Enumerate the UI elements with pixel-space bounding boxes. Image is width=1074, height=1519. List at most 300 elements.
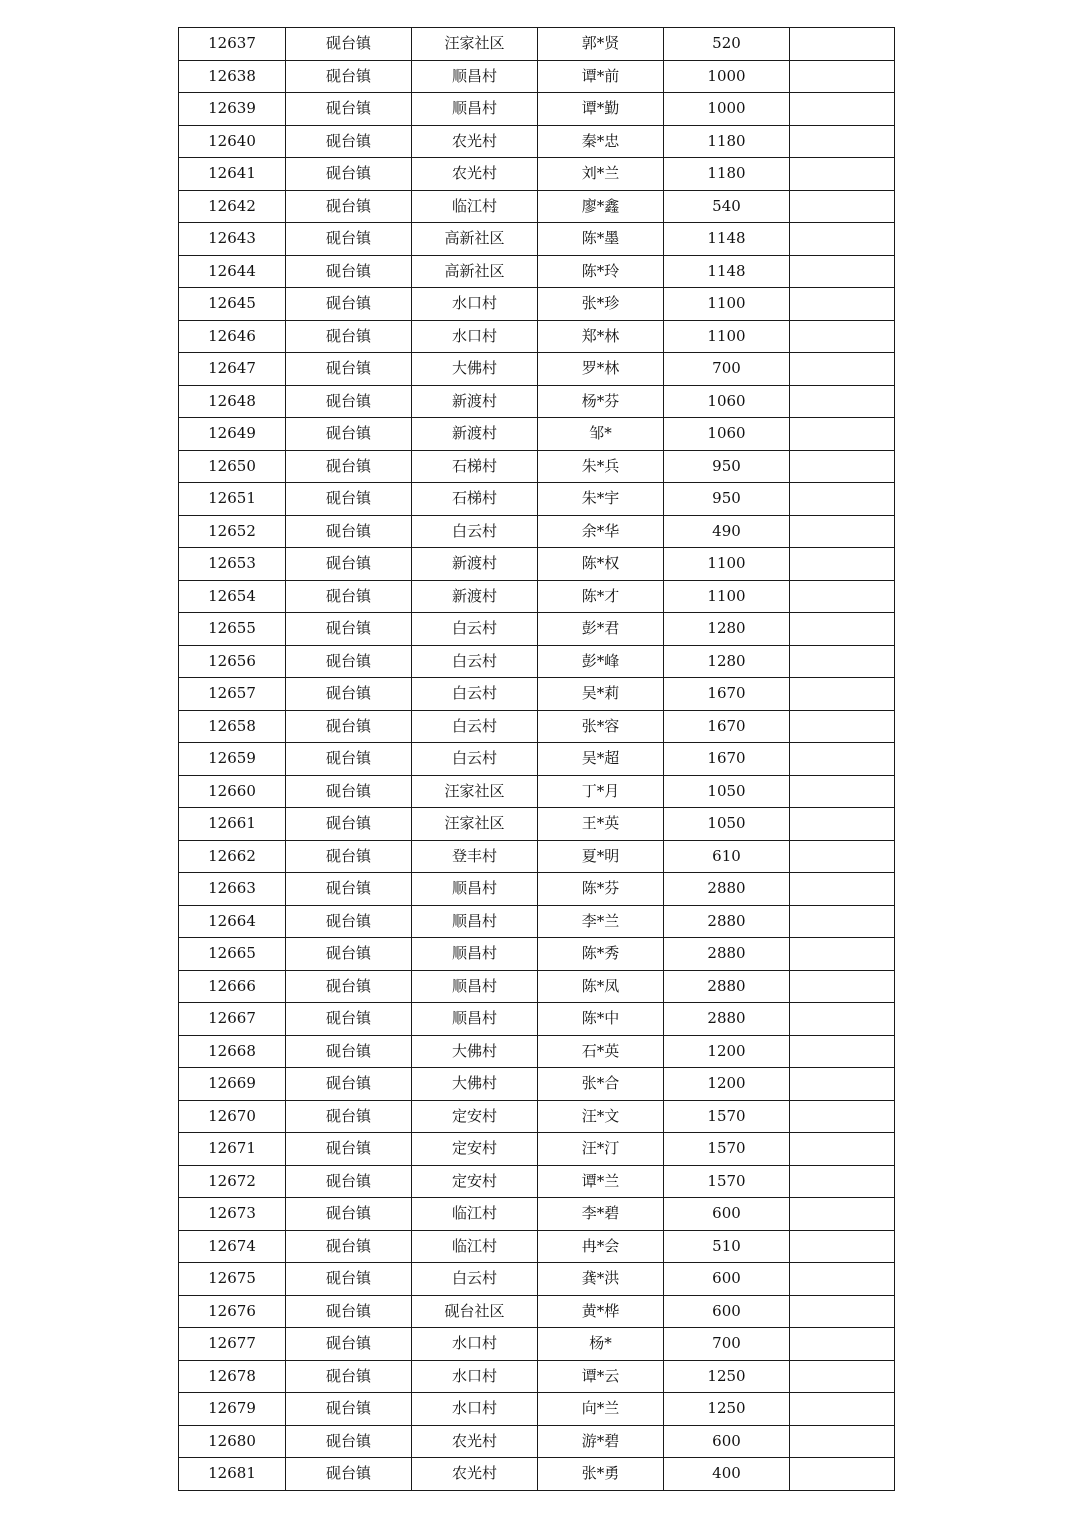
table-row <box>179 125 895 158</box>
town-cell: 砚台镇 <box>286 743 412 776</box>
village-cell: 汪家社区 <box>412 808 538 841</box>
note-cell <box>790 483 895 516</box>
table-row <box>179 1360 895 1393</box>
note-cell <box>790 1003 895 1036</box>
amount-cell: 520 <box>664 28 790 61</box>
table-row <box>179 450 895 483</box>
serial-number-cell: 12672 <box>179 1165 286 1198</box>
serial-number-cell: 12659 <box>179 743 286 776</box>
amount-cell: 1670 <box>664 743 790 776</box>
amount-cell: 2880 <box>664 905 790 938</box>
serial-number-cell: 12663 <box>179 873 286 906</box>
amount-cell: 1280 <box>664 645 790 678</box>
village-cell: 登丰村 <box>412 840 538 873</box>
name-cell: 汪*文 <box>538 1100 664 1133</box>
note-cell <box>790 775 895 808</box>
serial-number-cell: 12675 <box>179 1263 286 1296</box>
amount-cell: 610 <box>664 840 790 873</box>
serial-number-cell: 12665 <box>179 938 286 971</box>
name-cell: 李*兰 <box>538 905 664 938</box>
amount-cell: 1250 <box>664 1360 790 1393</box>
serial-number-cell: 12652 <box>179 515 286 548</box>
name-cell: 朱*兵 <box>538 450 664 483</box>
serial-number-cell: 12655 <box>179 613 286 646</box>
amount-cell: 2880 <box>664 873 790 906</box>
note-cell <box>790 1100 895 1133</box>
amount-cell: 1280 <box>664 613 790 646</box>
town-cell: 砚台镇 <box>286 190 412 223</box>
amount-cell: 600 <box>664 1198 790 1231</box>
town-cell: 砚台镇 <box>286 1133 412 1166</box>
table-row <box>179 808 895 841</box>
town-cell: 砚台镇 <box>286 223 412 256</box>
table-row <box>179 288 895 321</box>
name-cell: 陈*才 <box>538 580 664 613</box>
serial-number-cell: 12637 <box>179 28 286 61</box>
amount-cell: 950 <box>664 483 790 516</box>
amount-cell: 1670 <box>664 710 790 743</box>
note-cell <box>790 1458 895 1491</box>
name-cell: 郑*林 <box>538 320 664 353</box>
serial-number-cell: 12669 <box>179 1068 286 1101</box>
village-cell: 白云村 <box>412 645 538 678</box>
town-cell: 砚台镇 <box>286 1068 412 1101</box>
amount-cell: 1148 <box>664 223 790 256</box>
table-row <box>179 158 895 191</box>
town-cell: 砚台镇 <box>286 775 412 808</box>
town-cell: 砚台镇 <box>286 353 412 386</box>
village-cell: 定安村 <box>412 1100 538 1133</box>
serial-number-cell: 12671 <box>179 1133 286 1166</box>
note-cell <box>790 970 895 1003</box>
amount-cell: 1200 <box>664 1035 790 1068</box>
amount-cell: 1060 <box>664 418 790 451</box>
name-cell: 谭*云 <box>538 1360 664 1393</box>
village-cell: 石梯村 <box>412 450 538 483</box>
note-cell <box>790 873 895 906</box>
name-cell: 邹* <box>538 418 664 451</box>
name-cell: 罗*林 <box>538 353 664 386</box>
name-cell: 张*珍 <box>538 288 664 321</box>
village-cell: 顺昌村 <box>412 970 538 1003</box>
village-cell: 农光村 <box>412 1458 538 1491</box>
town-cell: 砚台镇 <box>286 938 412 971</box>
serial-number-cell: 12657 <box>179 678 286 711</box>
serial-number-cell: 12640 <box>179 125 286 158</box>
amount-cell: 1670 <box>664 678 790 711</box>
town-cell: 砚台镇 <box>286 28 412 61</box>
serial-number-cell: 12653 <box>179 548 286 581</box>
village-cell: 高新社区 <box>412 223 538 256</box>
serial-number-cell: 12639 <box>179 93 286 126</box>
village-cell: 新渡村 <box>412 548 538 581</box>
serial-number-cell: 12664 <box>179 905 286 938</box>
table-row <box>179 1198 895 1231</box>
note-cell <box>790 190 895 223</box>
note-cell <box>790 320 895 353</box>
serial-number-cell: 12656 <box>179 645 286 678</box>
town-cell: 砚台镇 <box>286 385 412 418</box>
serial-number-cell: 12662 <box>179 840 286 873</box>
note-cell <box>790 710 895 743</box>
town-cell: 砚台镇 <box>286 1295 412 1328</box>
village-cell: 临江村 <box>412 190 538 223</box>
town-cell: 砚台镇 <box>286 60 412 93</box>
amount-cell: 600 <box>664 1425 790 1458</box>
amount-cell: 1050 <box>664 808 790 841</box>
town-cell: 砚台镇 <box>286 970 412 1003</box>
town-cell: 砚台镇 <box>286 840 412 873</box>
name-cell: 彭*峰 <box>538 645 664 678</box>
table-row <box>179 873 895 906</box>
amount-cell: 1100 <box>664 580 790 613</box>
table-row <box>179 743 895 776</box>
town-cell: 砚台镇 <box>286 613 412 646</box>
village-cell: 砚台社区 <box>412 1295 538 1328</box>
table-row <box>179 775 895 808</box>
village-cell: 大佛村 <box>412 1068 538 1101</box>
village-cell: 白云村 <box>412 613 538 646</box>
note-cell <box>790 93 895 126</box>
town-cell: 砚台镇 <box>286 873 412 906</box>
table-row <box>179 1393 895 1426</box>
town-cell: 砚台镇 <box>286 1230 412 1263</box>
note-cell <box>790 548 895 581</box>
town-cell: 砚台镇 <box>286 1100 412 1133</box>
table-row <box>179 938 895 971</box>
note-cell <box>790 158 895 191</box>
note-cell <box>790 580 895 613</box>
village-cell: 汪家社区 <box>412 28 538 61</box>
serial-number-cell: 12679 <box>179 1393 286 1426</box>
note-cell <box>790 840 895 873</box>
table-row <box>179 840 895 873</box>
table-row <box>179 353 895 386</box>
note-cell <box>790 613 895 646</box>
amount-cell: 1570 <box>664 1133 790 1166</box>
town-cell: 砚台镇 <box>286 483 412 516</box>
town-cell: 砚台镇 <box>286 1458 412 1491</box>
name-cell: 夏*明 <box>538 840 664 873</box>
name-cell: 向*兰 <box>538 1393 664 1426</box>
town-cell: 砚台镇 <box>286 645 412 678</box>
table-row <box>179 1165 895 1198</box>
village-cell: 定安村 <box>412 1165 538 1198</box>
town-cell: 砚台镇 <box>286 1003 412 1036</box>
town-cell: 砚台镇 <box>286 1328 412 1361</box>
name-cell: 游*碧 <box>538 1425 664 1458</box>
table-row <box>179 1230 895 1263</box>
serial-number-cell: 12648 <box>179 385 286 418</box>
note-cell <box>790 450 895 483</box>
amount-cell: 1250 <box>664 1393 790 1426</box>
note-cell <box>790 288 895 321</box>
amount-cell: 2880 <box>664 970 790 1003</box>
table-row <box>179 223 895 256</box>
amount-cell: 1570 <box>664 1165 790 1198</box>
note-cell <box>790 1328 895 1361</box>
town-cell: 砚台镇 <box>286 1425 412 1458</box>
amount-cell: 400 <box>664 1458 790 1491</box>
name-cell: 杨*芬 <box>538 385 664 418</box>
town-cell: 砚台镇 <box>286 320 412 353</box>
note-cell <box>790 743 895 776</box>
name-cell: 石*英 <box>538 1035 664 1068</box>
town-cell: 砚台镇 <box>286 288 412 321</box>
serial-number-cell: 12677 <box>179 1328 286 1361</box>
town-cell: 砚台镇 <box>286 255 412 288</box>
village-cell: 顺昌村 <box>412 60 538 93</box>
note-cell <box>790 1230 895 1263</box>
name-cell: 陈*芬 <box>538 873 664 906</box>
note-cell <box>790 1198 895 1231</box>
amount-cell: 1570 <box>664 1100 790 1133</box>
village-cell: 顺昌村 <box>412 93 538 126</box>
serial-number-cell: 12658 <box>179 710 286 743</box>
village-cell: 高新社区 <box>412 255 538 288</box>
name-cell: 陈*墨 <box>538 223 664 256</box>
note-cell <box>790 515 895 548</box>
amount-cell: 540 <box>664 190 790 223</box>
serial-number-cell: 12670 <box>179 1100 286 1133</box>
village-cell: 农光村 <box>412 158 538 191</box>
name-cell: 杨* <box>538 1328 664 1361</box>
table-row <box>179 28 895 61</box>
serial-number-cell: 12674 <box>179 1230 286 1263</box>
serial-number-cell: 12643 <box>179 223 286 256</box>
amount-cell: 1000 <box>664 93 790 126</box>
town-cell: 砚台镇 <box>286 1198 412 1231</box>
amount-cell: 490 <box>664 515 790 548</box>
serial-number-cell: 12638 <box>179 60 286 93</box>
serial-number-cell: 12650 <box>179 450 286 483</box>
name-cell: 朱*宇 <box>538 483 664 516</box>
town-cell: 砚台镇 <box>286 1165 412 1198</box>
table-row <box>179 548 895 581</box>
village-cell: 新渡村 <box>412 418 538 451</box>
note-cell <box>790 125 895 158</box>
amount-cell: 1200 <box>664 1068 790 1101</box>
name-cell: 秦*忠 <box>538 125 664 158</box>
amount-cell: 1180 <box>664 125 790 158</box>
amount-cell: 1100 <box>664 288 790 321</box>
name-cell: 余*华 <box>538 515 664 548</box>
name-cell: 王*英 <box>538 808 664 841</box>
town-cell: 砚台镇 <box>286 93 412 126</box>
name-cell: 吴*超 <box>538 743 664 776</box>
table-row <box>179 1133 895 1166</box>
name-cell: 刘*兰 <box>538 158 664 191</box>
serial-number-cell: 12681 <box>179 1458 286 1491</box>
name-cell: 丁*月 <box>538 775 664 808</box>
note-cell <box>790 645 895 678</box>
name-cell: 张*合 <box>538 1068 664 1101</box>
village-cell: 水口村 <box>412 320 538 353</box>
name-cell: 谭*勤 <box>538 93 664 126</box>
serial-number-cell: 12654 <box>179 580 286 613</box>
note-cell <box>790 938 895 971</box>
table-row <box>179 1003 895 1036</box>
name-cell: 郭*贤 <box>538 28 664 61</box>
village-cell: 汪家社区 <box>412 775 538 808</box>
village-cell: 临江村 <box>412 1230 538 1263</box>
serial-number-cell: 12678 <box>179 1360 286 1393</box>
note-cell <box>790 1133 895 1166</box>
village-cell: 白云村 <box>412 515 538 548</box>
amount-cell: 700 <box>664 1328 790 1361</box>
serial-number-cell: 12667 <box>179 1003 286 1036</box>
village-cell: 白云村 <box>412 743 538 776</box>
town-cell: 砚台镇 <box>286 1035 412 1068</box>
note-cell <box>790 678 895 711</box>
village-cell: 大佛村 <box>412 353 538 386</box>
town-cell: 砚台镇 <box>286 158 412 191</box>
table-row <box>179 93 895 126</box>
table-row <box>179 905 895 938</box>
note-cell <box>790 28 895 61</box>
table-row <box>179 418 895 451</box>
table-row <box>179 1328 895 1361</box>
amount-cell: 950 <box>664 450 790 483</box>
town-cell: 砚台镇 <box>286 580 412 613</box>
amount-cell: 1180 <box>664 158 790 191</box>
amount-cell: 700 <box>664 353 790 386</box>
serial-number-cell: 12649 <box>179 418 286 451</box>
name-cell: 龚*洪 <box>538 1263 664 1296</box>
table-row <box>179 970 895 1003</box>
serial-number-cell: 12673 <box>179 1198 286 1231</box>
village-cell: 新渡村 <box>412 580 538 613</box>
table-row <box>179 190 895 223</box>
town-cell: 砚台镇 <box>286 548 412 581</box>
table-row <box>179 320 895 353</box>
table-row <box>179 255 895 288</box>
town-cell: 砚台镇 <box>286 1263 412 1296</box>
town-cell: 砚台镇 <box>286 515 412 548</box>
serial-number-cell: 12661 <box>179 808 286 841</box>
roster-table <box>178 27 895 1491</box>
name-cell: 陈*凤 <box>538 970 664 1003</box>
name-cell: 张*容 <box>538 710 664 743</box>
name-cell: 谭*兰 <box>538 1165 664 1198</box>
village-cell: 白云村 <box>412 678 538 711</box>
town-cell: 砚台镇 <box>286 905 412 938</box>
name-cell: 汪*汀 <box>538 1133 664 1166</box>
village-cell: 石梯村 <box>412 483 538 516</box>
name-cell: 廖*鑫 <box>538 190 664 223</box>
serial-number-cell: 12651 <box>179 483 286 516</box>
serial-number-cell: 12642 <box>179 190 286 223</box>
village-cell: 临江村 <box>412 1198 538 1231</box>
roster-body <box>179 28 895 1491</box>
village-cell: 定安村 <box>412 1133 538 1166</box>
note-cell <box>790 1165 895 1198</box>
town-cell: 砚台镇 <box>286 710 412 743</box>
name-cell: 陈*中 <box>538 1003 664 1036</box>
note-cell <box>790 1263 895 1296</box>
name-cell: 陈*权 <box>538 548 664 581</box>
note-cell <box>790 1360 895 1393</box>
village-cell: 顺昌村 <box>412 873 538 906</box>
serial-number-cell: 12646 <box>179 320 286 353</box>
table-row <box>179 678 895 711</box>
note-cell <box>790 905 895 938</box>
town-cell: 砚台镇 <box>286 125 412 158</box>
name-cell: 陈*秀 <box>538 938 664 971</box>
serial-number-cell: 12680 <box>179 1425 286 1458</box>
town-cell: 砚台镇 <box>286 808 412 841</box>
note-cell <box>790 418 895 451</box>
name-cell: 吴*莉 <box>538 678 664 711</box>
serial-number-cell: 12666 <box>179 970 286 1003</box>
serial-number-cell: 12647 <box>179 353 286 386</box>
serial-number-cell: 12676 <box>179 1295 286 1328</box>
table-row <box>179 1263 895 1296</box>
name-cell: 谭*前 <box>538 60 664 93</box>
village-cell: 顺昌村 <box>412 938 538 971</box>
note-cell <box>790 1295 895 1328</box>
village-cell: 顺昌村 <box>412 905 538 938</box>
amount-cell: 510 <box>664 1230 790 1263</box>
note-cell <box>790 60 895 93</box>
serial-number-cell: 12660 <box>179 775 286 808</box>
town-cell: 砚台镇 <box>286 450 412 483</box>
note-cell <box>790 353 895 386</box>
town-cell: 砚台镇 <box>286 1360 412 1393</box>
note-cell <box>790 223 895 256</box>
name-cell: 黄*桦 <box>538 1295 664 1328</box>
note-cell <box>790 1035 895 1068</box>
note-cell <box>790 808 895 841</box>
table-row <box>179 60 895 93</box>
village-cell: 水口村 <box>412 288 538 321</box>
note-cell <box>790 1068 895 1101</box>
table-row <box>179 483 895 516</box>
amount-cell: 1100 <box>664 548 790 581</box>
amount-cell: 1100 <box>664 320 790 353</box>
note-cell <box>790 255 895 288</box>
serial-number-cell: 12645 <box>179 288 286 321</box>
name-cell: 陈*玲 <box>538 255 664 288</box>
amount-cell: 1050 <box>664 775 790 808</box>
amount-cell: 1148 <box>664 255 790 288</box>
village-cell: 顺昌村 <box>412 1003 538 1036</box>
table-row <box>179 385 895 418</box>
village-cell: 白云村 <box>412 1263 538 1296</box>
serial-number-cell: 12641 <box>179 158 286 191</box>
amount-cell: 2880 <box>664 1003 790 1036</box>
document-page <box>178 27 894 1491</box>
village-cell: 水口村 <box>412 1328 538 1361</box>
note-cell <box>790 1393 895 1426</box>
serial-number-cell: 12668 <box>179 1035 286 1068</box>
village-cell: 农光村 <box>412 1425 538 1458</box>
table-row <box>179 1425 895 1458</box>
name-cell: 张*勇 <box>538 1458 664 1491</box>
table-row <box>179 515 895 548</box>
table-row <box>179 1035 895 1068</box>
serial-number-cell: 12644 <box>179 255 286 288</box>
table-row <box>179 1068 895 1101</box>
village-cell: 白云村 <box>412 710 538 743</box>
table-row <box>179 645 895 678</box>
amount-cell: 600 <box>664 1263 790 1296</box>
town-cell: 砚台镇 <box>286 678 412 711</box>
village-cell: 大佛村 <box>412 1035 538 1068</box>
table-row <box>179 580 895 613</box>
name-cell: 李*碧 <box>538 1198 664 1231</box>
amount-cell: 1060 <box>664 385 790 418</box>
